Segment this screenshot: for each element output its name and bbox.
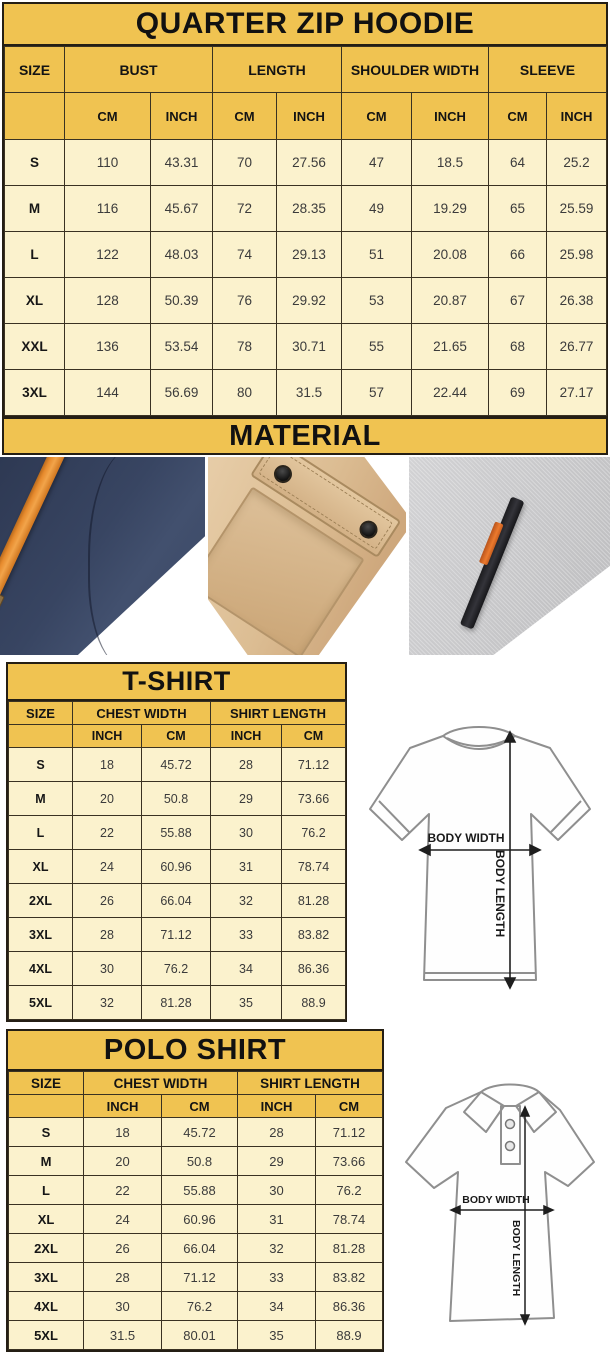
size-row xyxy=(9,1176,383,1205)
body-width-label: BODY WIDTH xyxy=(462,1194,530,1206)
unit-header-cm: CM xyxy=(342,93,412,140)
tshirt-size-table xyxy=(8,701,346,1020)
hoodie-size-chart xyxy=(2,2,608,418)
measurement-cell: 28 xyxy=(84,1263,162,1292)
unit-header-inch: INCH xyxy=(151,93,213,140)
size-row xyxy=(9,816,346,850)
size-label: S xyxy=(9,748,73,782)
measurement-cell: 81.28 xyxy=(142,986,211,1020)
material-section-title: MATERIAL xyxy=(2,417,608,455)
measurement-cell: 56.69 xyxy=(151,370,213,416)
size-label: 3XL xyxy=(9,1263,84,1292)
column-header-sleeve: SLEEVE xyxy=(489,47,607,93)
measurement-cell: 66.04 xyxy=(162,1234,238,1263)
measurement-cell: 18 xyxy=(73,748,142,782)
size-label: S xyxy=(5,140,65,186)
unit-header-cm: CM xyxy=(316,1095,383,1118)
measurement-cell: 29 xyxy=(211,782,282,816)
measurement-cell: 26 xyxy=(73,884,142,918)
column-header-shirt-length: SHIRT LENGTH xyxy=(211,702,346,725)
measurement-cell: 66.04 xyxy=(142,884,211,918)
size-label: S xyxy=(9,1118,84,1147)
measurement-cell: 81.28 xyxy=(282,884,346,918)
unit-header-inch: INCH xyxy=(211,725,282,748)
measurement-cell: 70 xyxy=(213,140,277,186)
measurement-cell: 32 xyxy=(211,884,282,918)
measurement-cell: 76 xyxy=(213,278,277,324)
measurement-cell: 64 xyxy=(489,140,547,186)
material-photo-navy-drawstring xyxy=(0,457,205,655)
measurement-cell: 73.66 xyxy=(316,1147,383,1176)
measurement-cell: 66 xyxy=(489,232,547,278)
measurement-cell: 24 xyxy=(84,1205,162,1234)
unit-header-inch: INCH xyxy=(238,1095,316,1118)
measurement-cell: 122 xyxy=(65,232,151,278)
measurement-cell: 83.82 xyxy=(316,1263,383,1292)
measurement-cell: 33 xyxy=(211,918,282,952)
measurement-cell: 27.17 xyxy=(547,370,607,416)
measurement-cell: 60.96 xyxy=(162,1205,238,1234)
measurement-cell: 28 xyxy=(73,918,142,952)
measurement-cell: 57 xyxy=(342,370,412,416)
size-label: 5XL xyxy=(9,986,73,1020)
measurement-cell: 26.38 xyxy=(547,278,607,324)
unit-header-inch: INCH xyxy=(412,93,489,140)
measurement-cell: 55.88 xyxy=(142,816,211,850)
body-width-label: BODY WIDTH xyxy=(427,831,505,845)
measurement-cell: 72 xyxy=(213,186,277,232)
measurement-cell: 35 xyxy=(211,986,282,1020)
measurement-cell: 76.2 xyxy=(162,1292,238,1321)
size-label: L xyxy=(5,232,65,278)
measurement-cell: 128 xyxy=(65,278,151,324)
measurement-cell: 26 xyxy=(84,1234,162,1263)
polo-size-chart xyxy=(6,1029,384,1352)
measurement-cell: 81.28 xyxy=(316,1234,383,1263)
unit-header-cm: CM xyxy=(213,93,277,140)
size-row xyxy=(9,1292,383,1321)
column-header-size: SIZE xyxy=(5,47,65,93)
measurement-cell: 83.82 xyxy=(282,918,346,952)
measurement-cell: 25.2 xyxy=(547,140,607,186)
measurement-cell: 45.67 xyxy=(151,186,213,232)
size-row xyxy=(9,850,346,884)
size-label: 4XL xyxy=(9,1292,84,1321)
size-row xyxy=(5,232,607,278)
material-photo-gray-zipper xyxy=(409,457,610,655)
measurement-cell: 32 xyxy=(238,1234,316,1263)
tshirt-measurement-diagram xyxy=(348,692,610,1014)
measurement-cell: 86.36 xyxy=(316,1292,383,1321)
measurement-cell: 51 xyxy=(342,232,412,278)
size-label: XL xyxy=(5,278,65,324)
measurement-cell: 29 xyxy=(238,1147,316,1176)
size-label: XL xyxy=(9,1205,84,1234)
size-row xyxy=(9,918,346,952)
measurement-cell: 88.9 xyxy=(316,1321,383,1350)
size-label: M xyxy=(9,1147,84,1176)
measurement-cell: 71.12 xyxy=(282,748,346,782)
unit-header-cm: CM xyxy=(282,725,346,748)
column-header-bust: BUST xyxy=(65,47,213,93)
measurement-cell: 31 xyxy=(211,850,282,884)
size-row xyxy=(5,370,607,416)
size-label: 4XL xyxy=(9,952,73,986)
measurement-cell: 35 xyxy=(238,1321,316,1350)
measurement-cell: 33 xyxy=(238,1263,316,1292)
measurement-cell: 71.12 xyxy=(142,918,211,952)
measurement-cell: 20.87 xyxy=(412,278,489,324)
measurement-cell: 68 xyxy=(489,324,547,370)
size-row xyxy=(9,1147,383,1176)
tshirt-outline xyxy=(370,727,590,980)
unit-header-inch: INCH xyxy=(277,93,342,140)
measurement-cell: 86.36 xyxy=(282,952,346,986)
measurement-cell: 71.12 xyxy=(162,1263,238,1292)
unit-header-inch: INCH xyxy=(73,725,142,748)
unit-header-inch: INCH xyxy=(547,93,607,140)
measurement-cell: 50.39 xyxy=(151,278,213,324)
measurement-cell: 116 xyxy=(65,186,151,232)
measurement-cell: 45.72 xyxy=(162,1118,238,1147)
hoodie-size-table xyxy=(4,46,607,416)
size-row xyxy=(9,1234,383,1263)
measurement-cell: 50.8 xyxy=(142,782,211,816)
size-row xyxy=(9,748,346,782)
measurement-cell: 25.98 xyxy=(547,232,607,278)
measurement-cell: 24 xyxy=(73,850,142,884)
column-header-size: SIZE xyxy=(9,1072,84,1095)
measurement-cell: 47 xyxy=(342,140,412,186)
size-row xyxy=(9,1118,383,1147)
measurement-cell: 31.5 xyxy=(277,370,342,416)
measurement-cell: 71.12 xyxy=(316,1118,383,1147)
size-label: 3XL xyxy=(9,918,73,952)
size-label: XL xyxy=(9,850,73,884)
measurement-cell: 55.88 xyxy=(162,1176,238,1205)
unit-header-cm: CM xyxy=(65,93,151,140)
measurement-cell: 60.96 xyxy=(142,850,211,884)
body-length-label: BODY LENGTH xyxy=(510,1220,522,1297)
size-row xyxy=(9,782,346,816)
measurement-cell: 88.9 xyxy=(282,986,346,1020)
unit-header-cm: CM xyxy=(489,93,547,140)
column-header-chest-width: CHEST WIDTH xyxy=(73,702,211,725)
measurement-cell: 43.31 xyxy=(151,140,213,186)
measurement-cell: 22 xyxy=(73,816,142,850)
measurement-cell: 30.71 xyxy=(277,324,342,370)
measurement-cell: 29.13 xyxy=(277,232,342,278)
measurement-cell: 49 xyxy=(342,186,412,232)
measurement-cell: 18 xyxy=(84,1118,162,1147)
column-header-chest-width: CHEST WIDTH xyxy=(84,1072,238,1095)
measurement-cell: 65 xyxy=(489,186,547,232)
hoodie-chart-title: QUARTER ZIP HOODIE xyxy=(4,4,606,46)
measurement-cell: 55 xyxy=(342,324,412,370)
measurement-cell: 76.2 xyxy=(316,1176,383,1205)
size-row xyxy=(9,986,346,1020)
measurement-cell: 48.03 xyxy=(151,232,213,278)
measurement-cell: 20.08 xyxy=(412,232,489,278)
measurement-cell: 80.01 xyxy=(162,1321,238,1350)
measurement-cell: 78.74 xyxy=(282,850,346,884)
measurement-cell: 50.8 xyxy=(162,1147,238,1176)
column-header-length: LENGTH xyxy=(213,47,342,93)
measurement-cell: 22 xyxy=(84,1176,162,1205)
polo-measurement-diagram xyxy=(388,1062,610,1348)
measurement-cell: 78.74 xyxy=(316,1205,383,1234)
size-row xyxy=(9,1321,383,1350)
measurement-cell: 110 xyxy=(65,140,151,186)
measurement-cell: 136 xyxy=(65,324,151,370)
pocket-seam xyxy=(88,457,180,655)
body-length-label: BODY LENGTH xyxy=(493,850,507,938)
measurement-cell: 30 xyxy=(238,1176,316,1205)
measurement-cell: 144 xyxy=(65,370,151,416)
measurement-cell: 67 xyxy=(489,278,547,324)
measurement-cell: 34 xyxy=(211,952,282,986)
measurement-cell: 20 xyxy=(84,1147,162,1176)
measurement-cell: 30 xyxy=(84,1292,162,1321)
gray-fleece-fabric xyxy=(409,457,610,655)
unit-header-inch: INCH xyxy=(84,1095,162,1118)
measurement-cell: 73.66 xyxy=(282,782,346,816)
measurement-cell: 74 xyxy=(213,232,277,278)
measurement-cell: 53 xyxy=(342,278,412,324)
size-row xyxy=(9,1263,383,1292)
measurement-cell: 45.72 xyxy=(142,748,211,782)
size-label: M xyxy=(9,782,73,816)
tshirt-chart-title: T-SHIRT xyxy=(8,664,345,701)
size-row xyxy=(5,324,607,370)
measurement-cell: 31.5 xyxy=(84,1321,162,1350)
measurement-cell: 69 xyxy=(489,370,547,416)
size-row xyxy=(5,140,607,186)
column-header-size: SIZE xyxy=(9,702,73,725)
polo-chart-title: POLO SHIRT xyxy=(8,1031,382,1071)
size-row xyxy=(9,952,346,986)
size-row xyxy=(5,278,607,324)
material-photo-khaki-pocket xyxy=(208,457,406,655)
empty-cell xyxy=(9,1095,84,1118)
column-header-shoulder-width: SHOULDER WIDTH xyxy=(342,47,489,93)
measurement-cell: 28.35 xyxy=(277,186,342,232)
measurement-cell: 25.59 xyxy=(547,186,607,232)
measurement-cell: 78 xyxy=(213,324,277,370)
measurement-cell: 31 xyxy=(238,1205,316,1234)
size-label: L xyxy=(9,816,73,850)
size-row xyxy=(5,186,607,232)
unit-header-cm: CM xyxy=(162,1095,238,1118)
size-label: 5XL xyxy=(9,1321,84,1350)
size-label: 2XL xyxy=(9,884,73,918)
measurement-cell: 76.2 xyxy=(282,816,346,850)
measurement-cell: 27.56 xyxy=(277,140,342,186)
measurement-cell: 26.77 xyxy=(547,324,607,370)
measurement-cell: 28 xyxy=(211,748,282,782)
unit-header-cm: CM xyxy=(142,725,211,748)
size-label: 3XL xyxy=(5,370,65,416)
size-label: L xyxy=(9,1176,84,1205)
tshirt-size-chart xyxy=(6,662,347,1022)
measurement-cell: 53.54 xyxy=(151,324,213,370)
empty-cell xyxy=(9,725,73,748)
measurement-cell: 28 xyxy=(238,1118,316,1147)
measurement-cell: 76.2 xyxy=(142,952,211,986)
measurement-cell: 18.5 xyxy=(412,140,489,186)
measurement-cell: 20 xyxy=(73,782,142,816)
measurement-cell: 30 xyxy=(211,816,282,850)
measurement-cell: 80 xyxy=(213,370,277,416)
measurement-cell: 34 xyxy=(238,1292,316,1321)
polo-size-table xyxy=(8,1071,383,1350)
measurement-cell: 32 xyxy=(73,986,142,1020)
measurement-cell: 19.29 xyxy=(412,186,489,232)
empty-cell xyxy=(5,93,65,140)
size-label: M xyxy=(5,186,65,232)
size-label: XXL xyxy=(5,324,65,370)
measurement-cell: 29.92 xyxy=(277,278,342,324)
measurement-cell: 21.65 xyxy=(412,324,489,370)
measurement-cell: 22.44 xyxy=(412,370,489,416)
column-header-shirt-length: SHIRT LENGTH xyxy=(238,1072,383,1095)
measurement-cell: 30 xyxy=(73,952,142,986)
size-row xyxy=(9,884,346,918)
size-row xyxy=(9,1205,383,1234)
size-label: 2XL xyxy=(9,1234,84,1263)
